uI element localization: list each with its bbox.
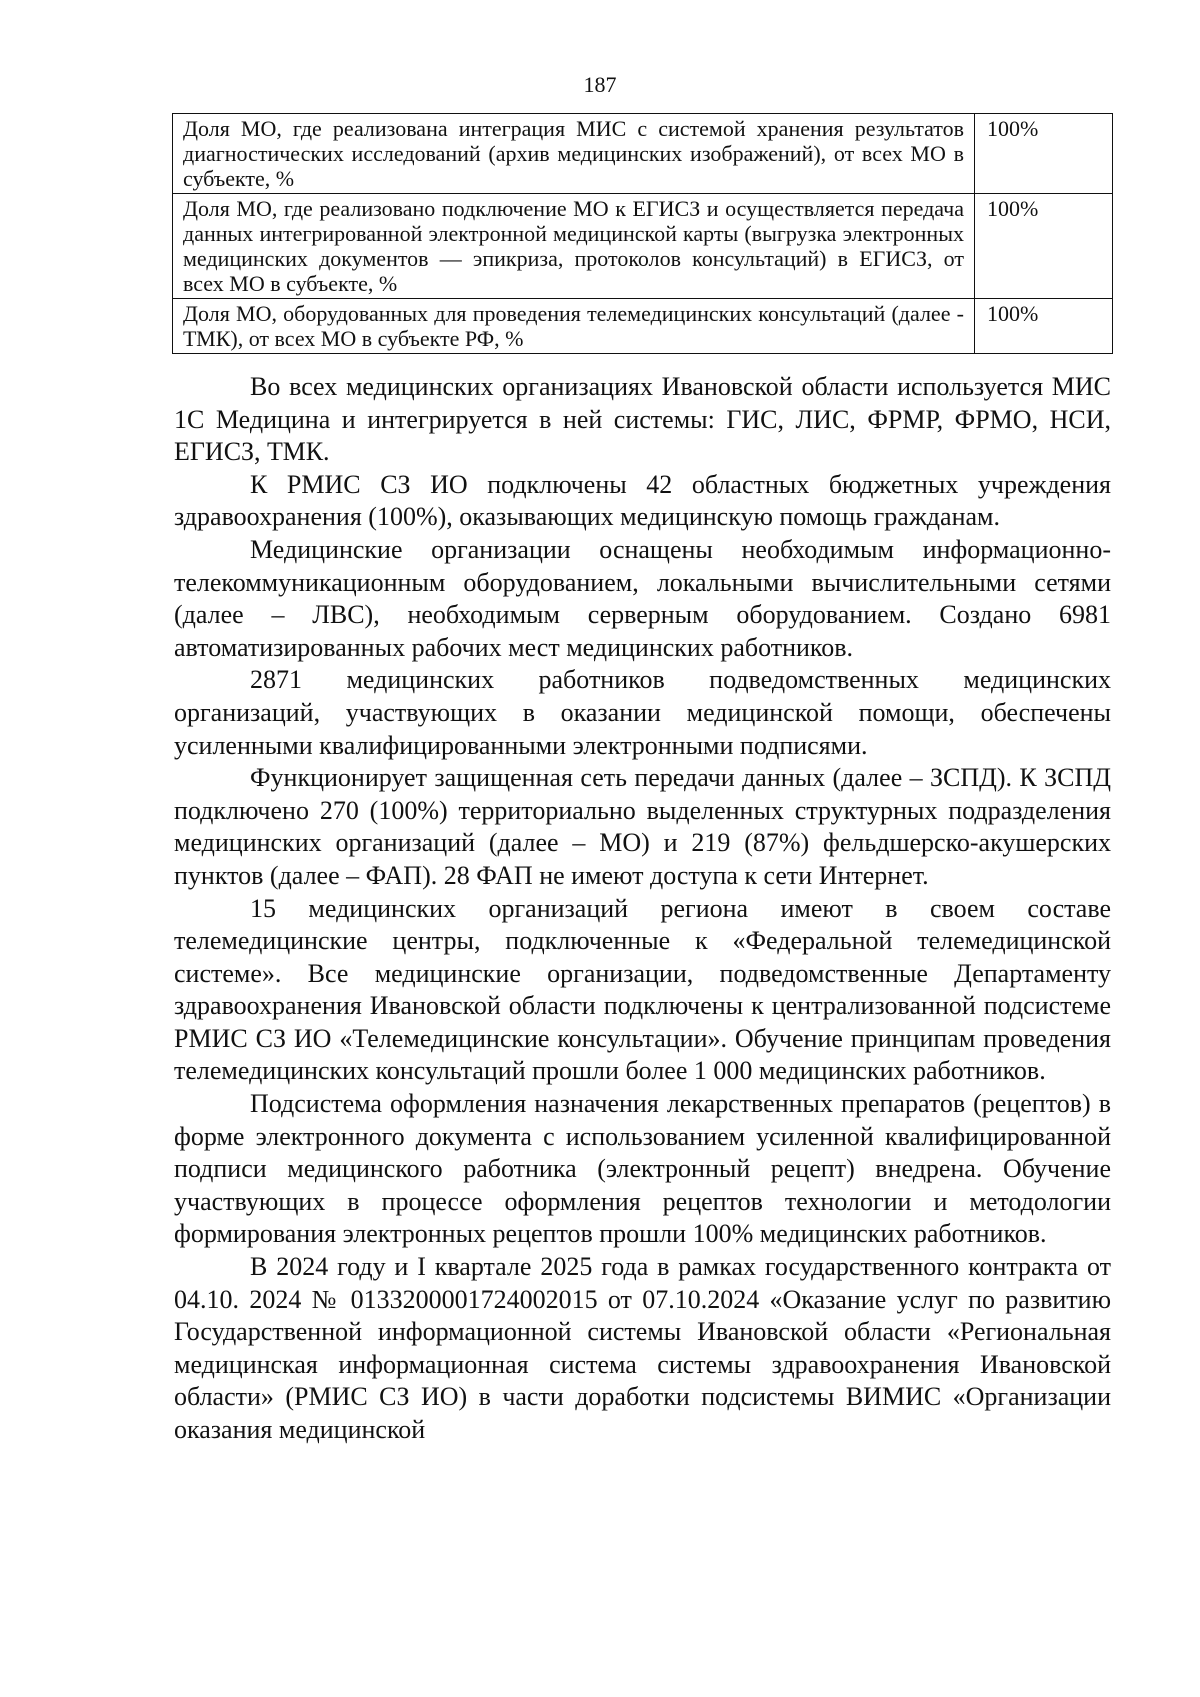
table-row <box>173 299 1113 354</box>
indicator-name: Доля МО, оборудованных для проведения телемедицинских консультаций (далее - ТМК), от всех МО в субъекте РФ, % <box>173 299 975 354</box>
paragraph-electronic-prescription: Подсистема оформления назначения лекарственных препаратов (рецептов) в форме электронного документа с использованием усиленной квалифицированной подписи медицинского работника (электронный рецепт) внедрена. Обучение участвующих в процессе оформления рецептов технологии и методологии формирования электронных рецептов прошли 100% медицинских работников. <box>174 1089 1111 1249</box>
paragraph-state-contract: В 2024 году и I квартале 2025 года в рамках государственного контракта от 04.10. 2024 № 0133200001724002015 от 07.10.2024 «Оказание услуг по развитию Государственной информационной системы Ивановской области «Региональная медицинская информационная система системы здравоохранения Ивановской области» (РМИС СЗ ИО) в части доработки подсистемы ВИМИС «Организации оказания медицинской <box>174 1252 1111 1444</box>
page-number: 187 <box>583 72 617 97</box>
indicator-name: Доля МО, где реализована интеграция МИС с системой хранения результатов диагностических исследований (архив медицинских изображений), от всех МО в субъекте, % <box>173 114 975 194</box>
indicator-value: 100% <box>975 114 1113 194</box>
table-row <box>173 114 1113 194</box>
paragraph-telemedicine: 15 медицинских организаций региона имеют в своем составе телемедицинские центры, подключенные к «Федеральной телемедицинской системе». Все медицинские организации, подведомственные Департаменту здравоохранения Ивановской области подключены к централизованной подсистеме РМИС СЗ ИО «Телемедицинские консультации». Обучение принципам проведения телемедицинских консультаций прошли более 1 000 медицинских работников. <box>174 893 1111 1086</box>
document-body <box>174 371 1111 1447</box>
table-row <box>173 194 1113 299</box>
indicator-value: 100% <box>975 194 1113 299</box>
paragraph-electronic-signatures: 2871 медицинских работников подведомственных медицинских организаций, участвующих в оказании медицинской помощи, обеспечены усиленными квалифицированными электронными подписями. <box>174 665 1111 760</box>
indicator-name: Доля МО, где реализовано подключение МО к ЕГИСЗ и осуществляется передача данных интегрированной электронной медицинской карты (выгрузка электронных медицинских документов — эпикриза, протоколов консультаций) в ЕГИСЗ, от всех МО в субъекте, % <box>173 194 975 299</box>
paragraph-mis-usage: Во всех медицинских организациях Ивановской области используется МИС 1С Медицина и интегрируется в ней системы: ГИС, ЛИС, ФРМР, ФРМО, НСИ, ЕГИСЗ, ТМК. <box>174 372 1111 467</box>
paragraph-equipment: Медицинские организации оснащены необходимым информационно-телекоммуникационным оборудованием, локальными вычислительными сетями (далее – ЛВС), необходимым серверным оборудованием. Создано 6981 автоматизированных рабочих мест медицинских работников. <box>174 534 1111 662</box>
indicators-table <box>172 113 1113 354</box>
paragraph-secure-network: Функционирует защищенная сеть передачи данных (далее – ЗСПД). К ЗСПД подключено 270 (100%) территориально выделенных структурных подразделения медицинских организаций (далее – МО) и 219 (87%) фельдшерско-акушерских пунктов (далее – ФАП). 28 ФАП не имеют доступа к сети Интернет. <box>174 763 1111 890</box>
paragraph-rmis-connection: К РМИС СЗ ИО подключены 42 областных бюджетных учреждения здравоохранения (100%), оказывающих медицинскую помощь гражданам. <box>174 469 1111 532</box>
indicator-value: 100% <box>975 299 1113 354</box>
